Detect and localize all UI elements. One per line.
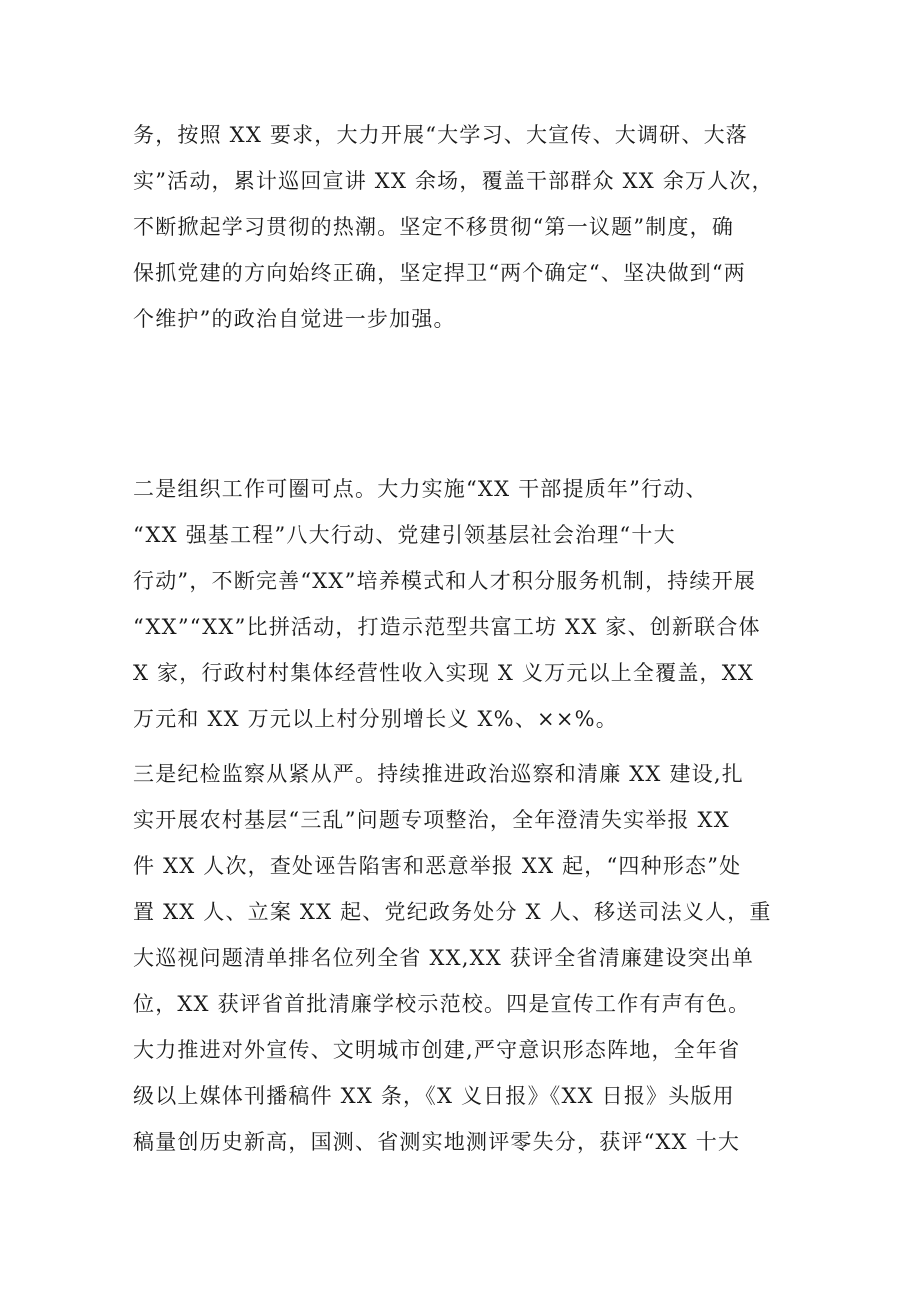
text-line: X 家，行政村村集体经营性收入实现 X 义万元以上全覆盖，XX <box>133 661 755 685</box>
paragraph-2 <box>133 466 793 742</box>
text-line: “XX”“XX”比拼活动，打造示范型共富工坊 XX 家、创新联合体 <box>133 615 761 639</box>
text-line: 万元和 XX 万元以上村分别增长义 X%、××%。 <box>133 707 618 731</box>
text-line: 个维护”的政治自觉进一步加强。 <box>133 307 456 331</box>
text-line: 保抓党建的方向始终正确，坚定捍卫“两个确定“、坚决做到“两 <box>133 261 747 285</box>
text-line: 级以上媒体刊播稿件 XX 条，《X 义日报》《XX 日报》头版用 <box>133 1084 735 1108</box>
paragraph-1 <box>133 112 793 342</box>
text-line: 大巡视问题清单排名位列全省 XX,XX 获评全省清廉建设突出单 <box>133 946 755 970</box>
text-line: 稿量创历史新高，国测、省测实地测评零失分，获评“XX 十大 <box>133 1130 741 1154</box>
text-line: 务，按照 XX 要求，大力开展“大学习、大宣传、大调研、大落 <box>133 123 748 147</box>
text-line: 件 XX 人次，查处诬告陷害和恶意举报 XX 起，“四种形态”处 <box>133 854 742 878</box>
text-line: 位，XX 获评省首批清廉学校示范校。四是宣传工作有声有色。 <box>133 992 751 1016</box>
text-line: 实开展农村基层“三乱”问题专项整治，全年澄清失实举报 XX <box>133 808 730 832</box>
text-line: 大力推进对外宣传、文明城市创建,严守意识形态阵地，全年省 <box>133 1038 741 1062</box>
paragraph-3 <box>133 751 793 1165</box>
text-line: “XX 强基工程”八大行动、党建引领基层社会治理“十大 <box>133 523 676 547</box>
text-line: 三是纪检监察从紧从严。持续推进政治巡察和清廉 XX 建设,扎 <box>133 762 744 786</box>
text-line: 行动”，不断完善“XX”培养模式和人才积分服务机制，持续开展 <box>133 569 757 593</box>
text-line: 实”活动，累计巡回宣讲 XX 余场，覆盖干部群众 XX 余万人次， <box>133 169 774 193</box>
text-line: 不断掀起学习贯彻的热潮。坚定不移贯彻“第一议题”制度，确 <box>133 215 735 239</box>
text-line: 置 XX 人、立案 XX 起、党纪政务处分 X 人、移送司法义人，重 <box>133 900 772 924</box>
text-line: 二是组织工作可圈可点。大力实施“XX 干部提质年”行动、 <box>133 477 708 501</box>
